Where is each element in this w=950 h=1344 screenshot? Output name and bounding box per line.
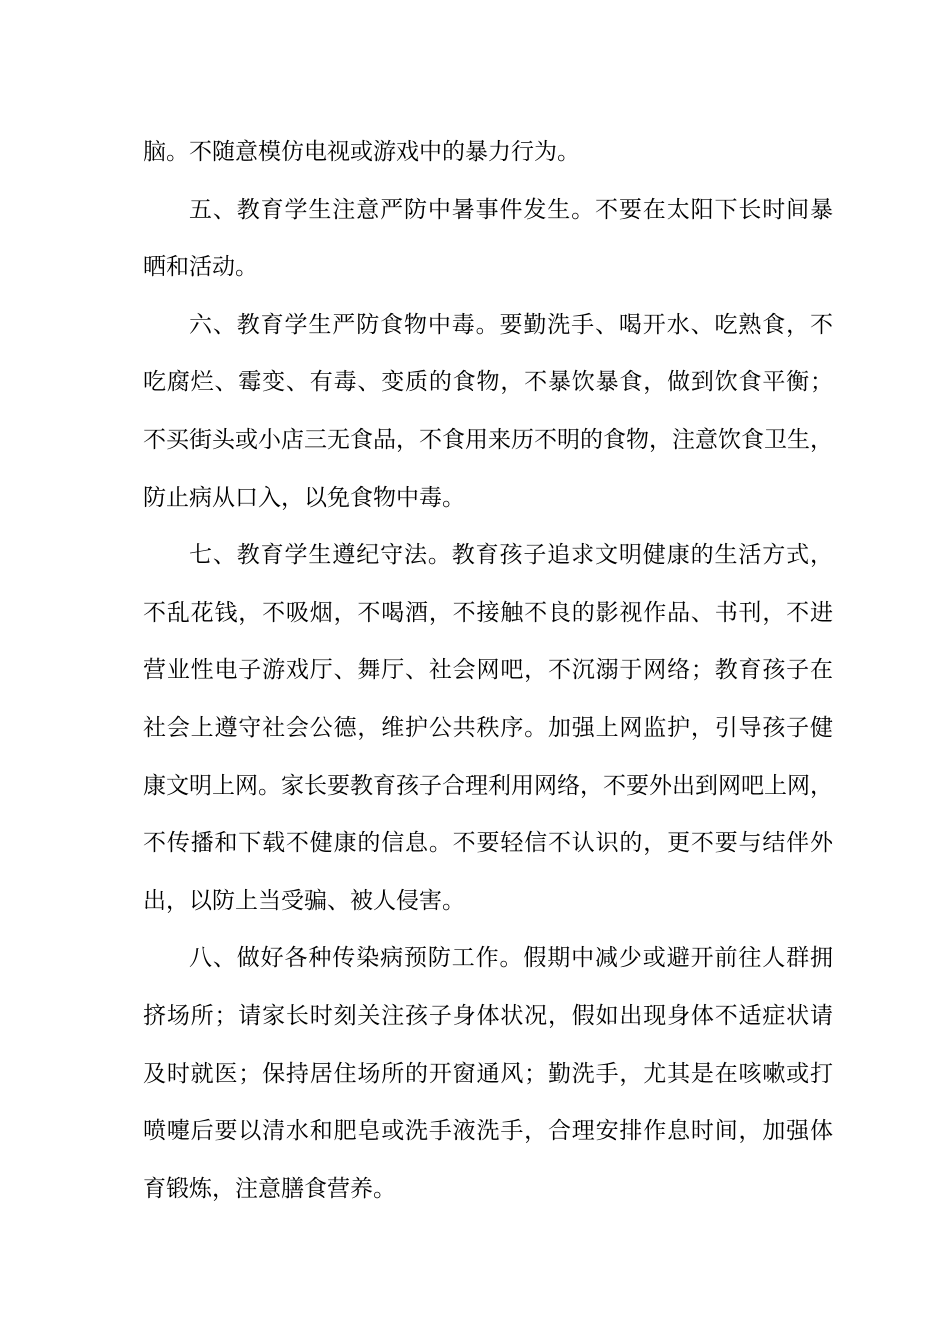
document-body [143, 124, 833, 1218]
text-line: 及时就医；保持居住场所的开窗通风；勤洗手，尤其是在咳嗽或打 [143, 1060, 833, 1087]
text-line: 八、做好各种传染病预防工作。假期中减少或避开前往人群拥 [189, 945, 833, 972]
text-line: 吃腐烂、霉变、有毒、变质的食物，不暴饮暴食，做到饮食平衡； [143, 369, 833, 396]
text-line: 康文明上网。家长要教育孩子合理利用网络，不要外出到网吧上网， [143, 772, 833, 799]
text-line: 脑。不随意模仿电视或游戏中的暴力行为。 [143, 139, 580, 165]
text-line: 七、教育学生遵纪守法。教育孩子追求文明健康的生活方式， [189, 542, 833, 569]
text-line: 不传播和下载不健康的信息。不要轻信不认识的，更不要与结伴外 [143, 830, 833, 857]
text-line: 不买街头或小店三无食品，不食用来历不明的食物，注意饮食卫生， [143, 426, 833, 453]
text-line: 挤场所；请家长时刻关注孩子身体状况，假如出现身体不适症状请 [143, 1002, 833, 1029]
text-line: 营业性电子游戏厅、舞厅、社会网吧，不沉溺于网络；教育孩子在 [143, 657, 833, 684]
text-line: 出，以防上当受骗、被人侵害。 [143, 887, 465, 914]
text-line: 喷嚏后要以清水和肥皂或洗手液洗手，合理安排作息时间，加强体 [143, 1118, 833, 1145]
text-line: 五、教育学生注意严防中暑事件发生。不要在太阳下长时间暴 [189, 196, 833, 223]
text-line: 社会上遵守社会公德，维护公共秩序。加强上网监护，引导孩子健 [143, 714, 833, 741]
text-line: 晒和活动。 [143, 254, 258, 281]
text-line: 防止病从口入，以免食物中毒。 [143, 484, 465, 511]
text-line: 六、教育学生严防食物中毒。要勤洗手、喝开水、吃熟食，不 [189, 311, 833, 338]
text-line: 不乱花钱，不吸烟，不喝酒，不接触不良的影视作品、书刊，不进 [143, 599, 833, 626]
text-line: 育锻炼，注意膳食营养。 [143, 1175, 396, 1202]
